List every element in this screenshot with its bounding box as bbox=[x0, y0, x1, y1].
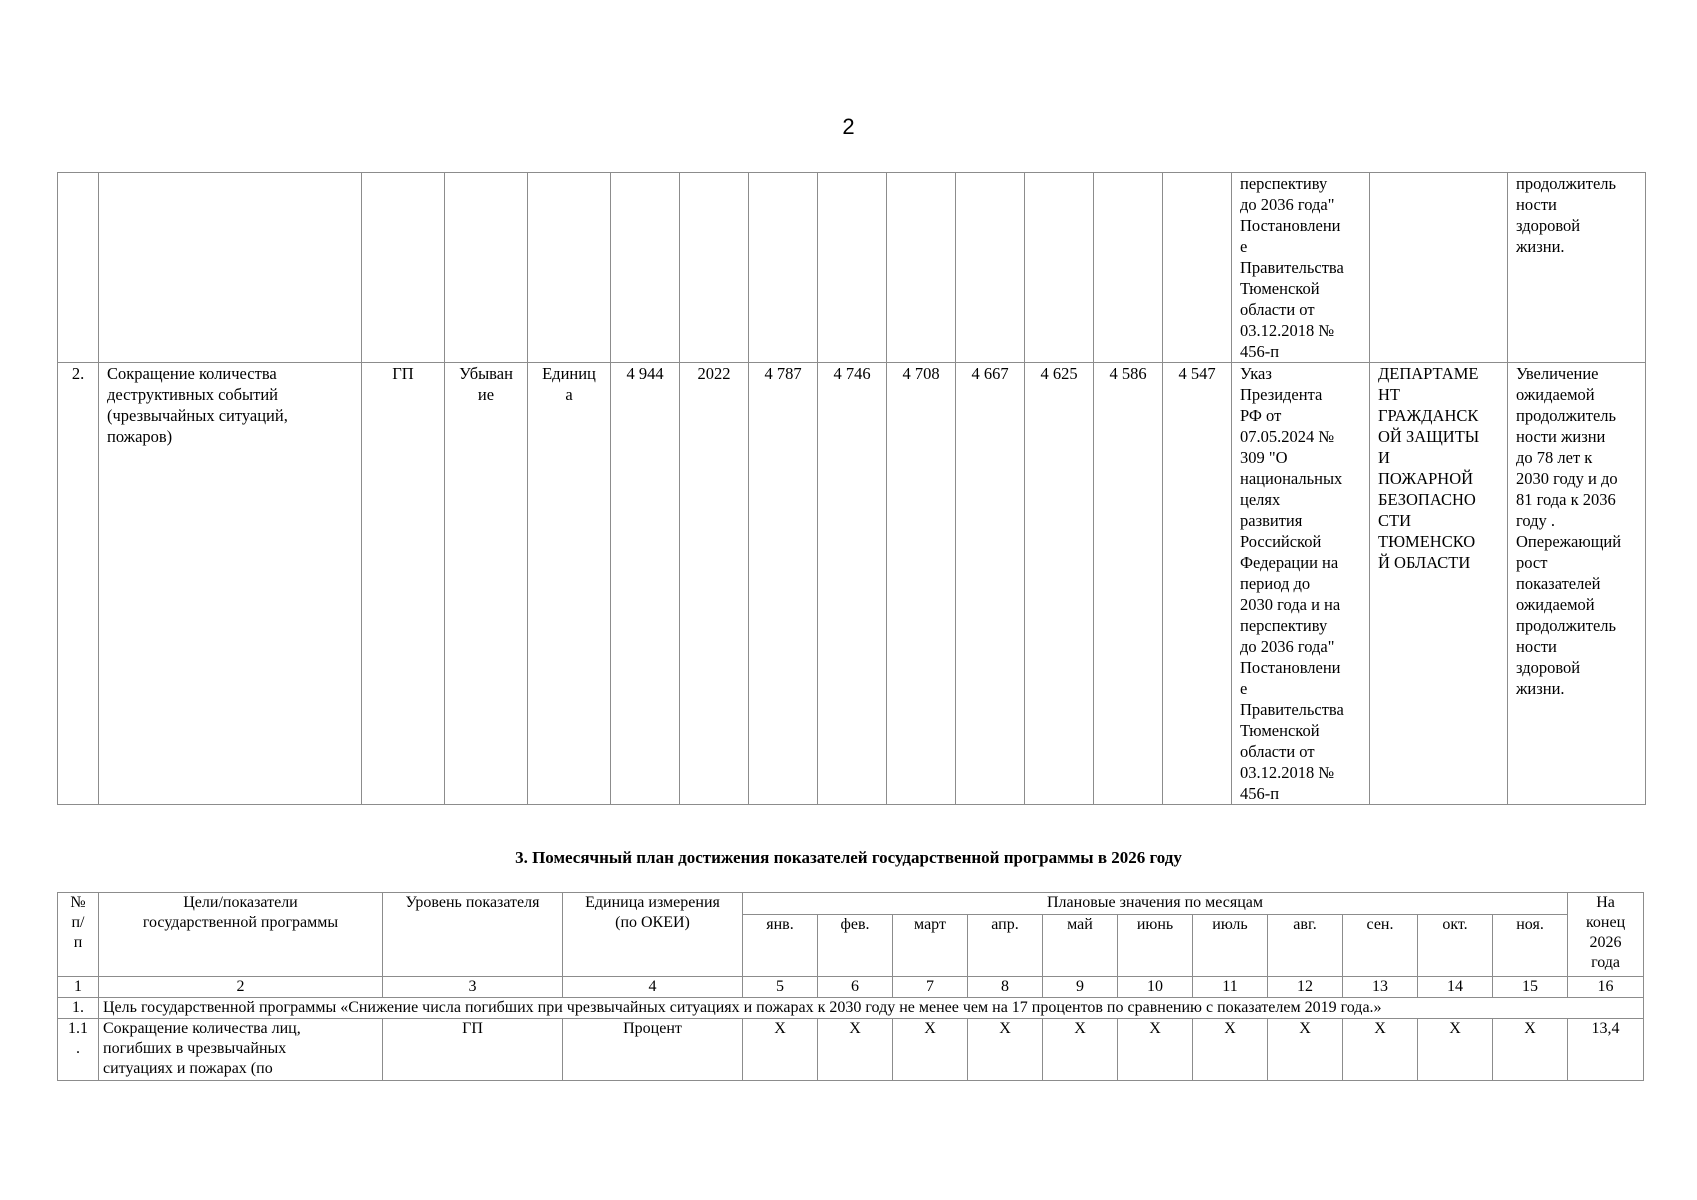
cell-value: 4 547 bbox=[1163, 363, 1232, 805]
header-month: ноя. bbox=[1493, 915, 1568, 977]
col-number: 4 bbox=[563, 977, 743, 998]
col-number: 11 bbox=[1193, 977, 1268, 998]
cell-value: 4 746 bbox=[818, 363, 887, 805]
cell-responsible: ДЕПАРТАМЕ НТ ГРАЖДАНСК ОЙ ЗАЩИТЫ И ПОЖАРНОЙ БЕЗОПАСНО СТИ ТЮМЕНСКО Й ОБЛАСТИ bbox=[1370, 363, 1508, 805]
header-month: сен. bbox=[1343, 915, 1418, 977]
col-number: 16 bbox=[1568, 977, 1644, 998]
cell-value bbox=[749, 173, 818, 363]
cell-month-value: X bbox=[1043, 1019, 1118, 1081]
table-row bbox=[58, 363, 1646, 805]
header-end-of-year: На конец 2026 года bbox=[1568, 893, 1644, 977]
goal-text: Цель государственной программы «Снижение числа погибших при чрезвычайных ситуациях и пожарах к 2030 году не менее чем на 17 процентов по сравнению с показателем 2019 года.» bbox=[99, 998, 1644, 1019]
cell-end-value: 13,4 bbox=[1568, 1019, 1644, 1081]
cell-base-value bbox=[611, 173, 680, 363]
cell-value: 4 667 bbox=[956, 363, 1025, 805]
goal-num: 1. bbox=[58, 998, 99, 1019]
table-row bbox=[58, 173, 1646, 363]
cell-name: Сокращение количества деструктивных событий (чрезвычайных ситуаций, пожаров) bbox=[99, 363, 362, 805]
cell-value bbox=[1094, 173, 1163, 363]
cell-month-value: X bbox=[818, 1019, 893, 1081]
cell-num: 1.1 . bbox=[58, 1019, 99, 1081]
col-number: 3 bbox=[383, 977, 563, 998]
cell-value: 4 586 bbox=[1094, 363, 1163, 805]
cell-month-value: X bbox=[1343, 1019, 1418, 1081]
cell-name bbox=[99, 173, 362, 363]
col-number: 15 bbox=[1493, 977, 1568, 998]
cell-name: Сокращение количества лиц, погибших в чрезвычайных ситуациях и пожарах (по bbox=[99, 1019, 383, 1081]
cell-month-value: X bbox=[968, 1019, 1043, 1081]
header-month: июль bbox=[1193, 915, 1268, 977]
cell-base-year: 2022 bbox=[680, 363, 749, 805]
header-month: июнь bbox=[1118, 915, 1193, 977]
cell-value bbox=[818, 173, 887, 363]
header-level: Уровень показателя bbox=[383, 893, 563, 977]
cell-month-value: X bbox=[743, 1019, 818, 1081]
cell-value: 4 625 bbox=[1025, 363, 1094, 805]
cell-level: ГП bbox=[383, 1019, 563, 1081]
section-title: 3. Помесячный план достижения показателей государственной программы в 2026 году bbox=[515, 848, 1182, 867]
col-number: 8 bbox=[968, 977, 1043, 998]
header-month: март bbox=[893, 915, 968, 977]
cell-num: 2. bbox=[58, 363, 99, 805]
cell-value bbox=[1025, 173, 1094, 363]
col-number: 13 bbox=[1343, 977, 1418, 998]
col-number: 5 bbox=[743, 977, 818, 998]
header-month: май bbox=[1043, 915, 1118, 977]
header-month: окт. bbox=[1418, 915, 1493, 977]
cell-month-value: X bbox=[1118, 1019, 1193, 1081]
header-month: апр. bbox=[968, 915, 1043, 977]
cell-trend: Убыван ие bbox=[445, 363, 528, 805]
header-month: янв. bbox=[743, 915, 818, 977]
cell-value bbox=[887, 173, 956, 363]
col-number: 9 bbox=[1043, 977, 1118, 998]
monthly-plan-table bbox=[57, 892, 1644, 1081]
cell-value bbox=[1163, 173, 1232, 363]
cell-basis: Указ Президента РФ от 07.05.2024 № 309 "О национальных целях развития Российской Федерации на период до 2030 года и на перспективу до 2036 года" Постановлени е Правительства Тюменской области от 03.12.2018 № 456-п bbox=[1232, 363, 1370, 805]
cell-num bbox=[58, 173, 99, 363]
col-number: 7 bbox=[893, 977, 968, 998]
col-number: 12 bbox=[1268, 977, 1343, 998]
cell-month-value: X bbox=[1268, 1019, 1343, 1081]
indicators-table-continued bbox=[57, 172, 1646, 805]
cell-month-value: X bbox=[1418, 1019, 1493, 1081]
header-month: авг. bbox=[1268, 915, 1343, 977]
column-numbers-row bbox=[58, 977, 1644, 998]
header-unit: Единица измерения (по ОКЕИ) bbox=[563, 893, 743, 977]
header-num: № п/ п bbox=[58, 893, 99, 977]
col-number: 1 bbox=[58, 977, 99, 998]
page-number: 2 bbox=[842, 114, 855, 139]
col-number: 6 bbox=[818, 977, 893, 998]
header-month: фев. bbox=[818, 915, 893, 977]
cell-month-value: X bbox=[893, 1019, 968, 1081]
cell-month-value: X bbox=[1193, 1019, 1268, 1081]
cell-level bbox=[362, 173, 445, 363]
cell-base-value: 4 944 bbox=[611, 363, 680, 805]
col-number: 14 bbox=[1418, 977, 1493, 998]
cell-link: продолжитель ности здоровой жизни. bbox=[1508, 173, 1646, 363]
cell-unit: Единиц а bbox=[528, 363, 611, 805]
cell-trend bbox=[445, 173, 528, 363]
cell-base-year bbox=[680, 173, 749, 363]
cell-link: Увеличение ожидаемой продолжитель ности жизни до 78 лет к 2030 году и до 81 года к 2036 году . Опережающий рост показателей ожидаемой продолжитель ности здоровой жизни. bbox=[1508, 363, 1646, 805]
cell-value: 4 708 bbox=[887, 363, 956, 805]
col-number: 10 bbox=[1118, 977, 1193, 998]
goal-row bbox=[58, 998, 1644, 1019]
cell-unit: Процент bbox=[563, 1019, 743, 1081]
header-row bbox=[58, 893, 1644, 915]
cell-level: ГП bbox=[362, 363, 445, 805]
table-row bbox=[58, 1019, 1644, 1081]
cell-unit bbox=[528, 173, 611, 363]
cell-month-value: X bbox=[1493, 1019, 1568, 1081]
header-monthly: Плановые значения по месяцам bbox=[743, 893, 1568, 915]
cell-basis: перспективу до 2036 года" Постановлени е Правительства Тюменской области от 03.12.2018 № 456-п bbox=[1232, 173, 1370, 363]
cell-responsible bbox=[1370, 173, 1508, 363]
cell-value bbox=[956, 173, 1025, 363]
header-goal: Цели/показатели государственной программы bbox=[99, 893, 383, 977]
cell-value: 4 787 bbox=[749, 363, 818, 805]
col-number: 2 bbox=[99, 977, 383, 998]
